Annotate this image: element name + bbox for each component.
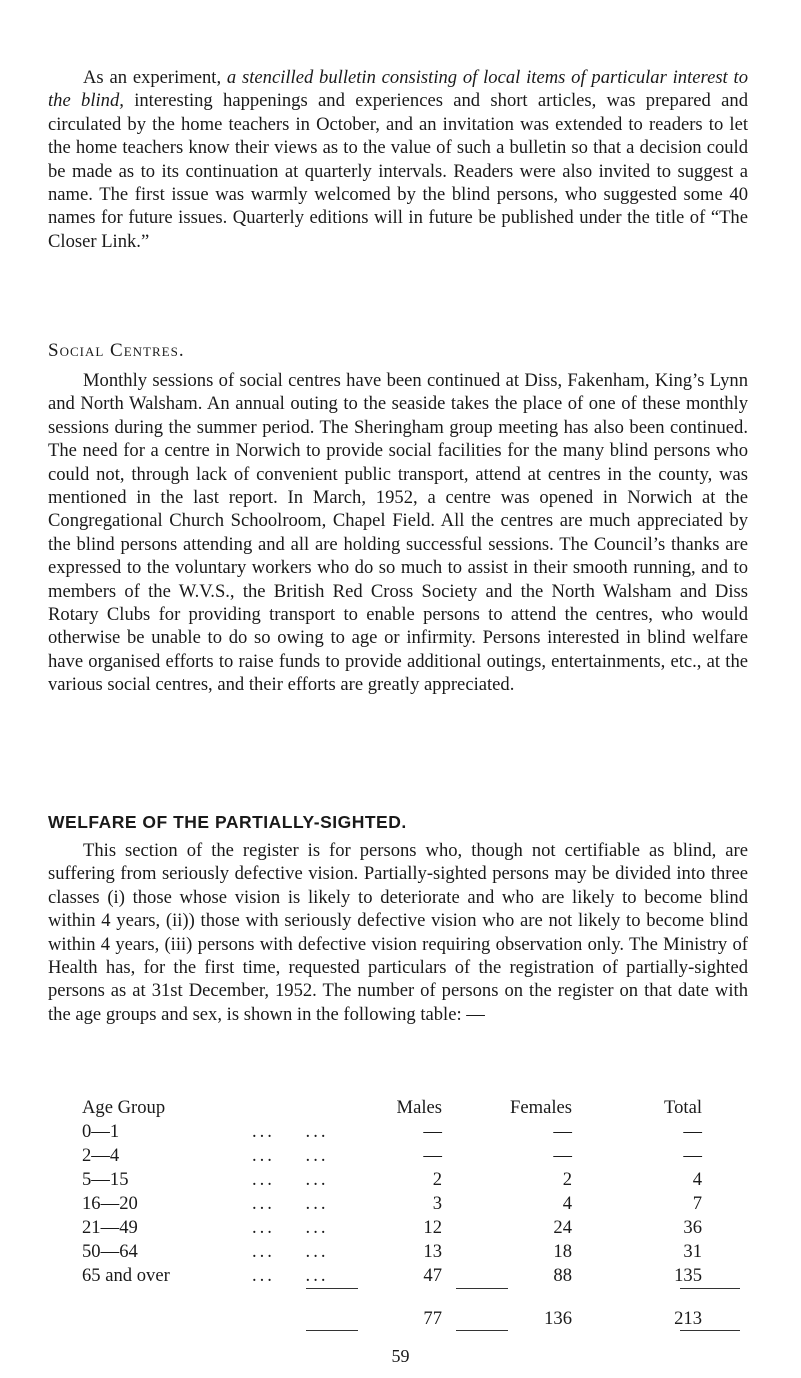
females-cell: — <box>553 1121 572 1142</box>
total-cell: 36 <box>683 1217 702 1238</box>
table-row <box>82 1144 702 1168</box>
bulletin-italic: a stencilled bulletin consisting of local items of particular interest to the blind, <box>48 67 748 112</box>
females-cell: — <box>553 1145 572 1166</box>
females-total-rule-bottom <box>456 1330 508 1331</box>
partially-sighted-heading: WELFARE OF THE PARTIALLY-SIGHTED. <box>48 812 407 832</box>
bulletin-lead: As an experiment, <box>83 67 227 88</box>
table-row <box>82 1240 702 1264</box>
bulletin-paragraph <box>48 66 748 253</box>
dot-leader <box>252 1120 372 1144</box>
total-cell: 31 <box>683 1241 702 1262</box>
dot-leader <box>252 1240 372 1264</box>
age-cell: 2—4 <box>82 1145 120 1166</box>
total-cell: 4 <box>692 1169 702 1190</box>
age-group-table <box>82 1096 702 1332</box>
social-centres-heading: Social Centres. <box>48 340 185 361</box>
partially-sighted-paragraph: This section of the register is for persons who, though not certifiable as blind, are suffering from seriously defective vision. Partially-sighted persons may be divided into three classes (i) those whose vision is likely to deteriorate and who are likely to become blind within 4 years, (ii)) those with seriously defective vision who are not likely to become blind within 4 years, (iii) persons with defective vision requiring observation only. The Ministry of Health has, for the first time, requested particulars of the registration of partially-sighted persons as at 31st December, 1952. The number of persons on the register on that date with the age groups and sex, is shown in the following table: — <box>48 840 748 1025</box>
bulletin-rest: interesting happenings and experiences and short articles, was prepared and circulated by the home teachers in October, and an invitation was extended to readers to let the home teachers know their views as to the value of such a bulletin so that a decision could be made as to its continuation at quarterly intervals. Readers were also invited to suggest a name. The first issue was warmly welcomed by the blind persons, who suggested some 40 names for future issues. Quarterly editions will in future be published under the title of “The Closer Link.” <box>48 90 748 252</box>
age-cell: 65 and over <box>82 1265 170 1286</box>
dot-leader-left: ... <box>252 1217 275 1238</box>
dot-leader-right: ... <box>305 1265 329 1286</box>
age-cell: 5—15 <box>82 1169 129 1190</box>
males-cell: 2 <box>432 1169 442 1190</box>
header-males: Males <box>396 1097 442 1118</box>
females-cell: 2 <box>562 1169 572 1190</box>
males-cell: 3 <box>432 1193 442 1214</box>
grand-total-rule-bottom <box>680 1330 740 1331</box>
grand-total-rule-top <box>680 1288 740 1289</box>
header-age-group: Age Group <box>82 1097 166 1118</box>
males-total-rule-bottom <box>306 1330 358 1331</box>
females-total-rule-top <box>456 1288 508 1289</box>
dot-leader <box>252 1192 372 1216</box>
dot-leader-left: ... <box>252 1121 275 1142</box>
dot-leader-left: ... <box>252 1193 275 1214</box>
total-cell: — <box>683 1121 702 1142</box>
dot-leader-left: ... <box>252 1169 275 1190</box>
males-total-rule-top <box>306 1288 358 1289</box>
dot-leader <box>252 1144 372 1168</box>
table-row <box>82 1120 702 1144</box>
table-row <box>82 1216 702 1240</box>
age-cell: 16—20 <box>82 1193 138 1214</box>
header-spacer <box>252 1096 372 1120</box>
dot-leader-right: ... <box>305 1217 329 1238</box>
table-header-row <box>82 1096 702 1120</box>
age-cell: 0—1 <box>82 1121 120 1142</box>
total-cell: 135 <box>674 1265 702 1286</box>
females-cell: 4 <box>562 1193 572 1214</box>
age-cell: 21—49 <box>82 1217 138 1238</box>
social-centres-paragraph: Monthly sessions of social centres have been continued at Diss, Fakenham, King’s Lynn and North Walsham. An annual outing to the seaside takes the place of one of these monthly sessions during the summer period. The Sheringham group meeting has also been continued. The need for a centre in Norwich to provide social facilities for the many blind persons who could not, through lack of convenient public transport, attend at centres in the county, was mentioned in the last report. In March, 1952, a centre was opened in Norwich at the Congregational Church Schoolroom, Chapel Field. All the centres are much appreciated by the blind persons attending and all are holding successful sessions. The Council’s thanks are expressed to the voluntary workers who do so much to assist in their smooth running, and to members of the W.V.S., the British Red Cross Society and the North Walsham and Diss Rotary Clubs for providing transport to enable persons to attend the centres, who would otherwise be unable to do so owing to age or infirmity. Persons interested in blind welfare have organised efforts to raise funds to provide additional outings, entertainments, etc., at the various social centres, and their efforts are greatly appreciated. <box>48 370 748 696</box>
dot-leader-right: ... <box>305 1193 329 1214</box>
dot-leader-left: ... <box>252 1241 275 1262</box>
dot-leader-right: ... <box>305 1121 329 1142</box>
header-females: Females <box>510 1097 572 1118</box>
header-total: Total <box>664 1097 702 1118</box>
dot-leader <box>252 1216 372 1240</box>
table-row <box>82 1264 702 1288</box>
males-cell: — <box>423 1145 442 1166</box>
males-cell: 47 <box>423 1265 442 1286</box>
page-number: 59 <box>391 1346 410 1366</box>
table-row <box>82 1168 702 1192</box>
total-cell: — <box>683 1145 702 1166</box>
dot-leader-left: ... <box>252 1145 275 1166</box>
table-row <box>82 1192 702 1216</box>
females-total: 136 <box>544 1308 572 1329</box>
grand-total: 213 <box>674 1308 702 1329</box>
males-cell: 13 <box>423 1241 442 1262</box>
totals-row <box>82 1288 702 1332</box>
females-cell: 88 <box>553 1265 572 1286</box>
males-cell: 12 <box>423 1217 442 1238</box>
total-cell: 7 <box>692 1193 702 1214</box>
dot-leader-right: ... <box>305 1169 329 1190</box>
dot-leader-right: ... <box>305 1145 329 1166</box>
totals-spacer <box>252 1288 372 1332</box>
age-cell: 50—64 <box>82 1241 138 1262</box>
females-cell: 24 <box>553 1217 572 1238</box>
dot-leader-left: ... <box>252 1265 275 1286</box>
females-cell: 18 <box>553 1241 572 1262</box>
dot-leader-right: ... <box>305 1241 329 1262</box>
totals-label-blank <box>82 1288 252 1332</box>
dot-leader <box>252 1168 372 1192</box>
males-total: 77 <box>423 1308 442 1329</box>
dot-leader <box>252 1264 372 1288</box>
males-cell: — <box>423 1121 442 1142</box>
